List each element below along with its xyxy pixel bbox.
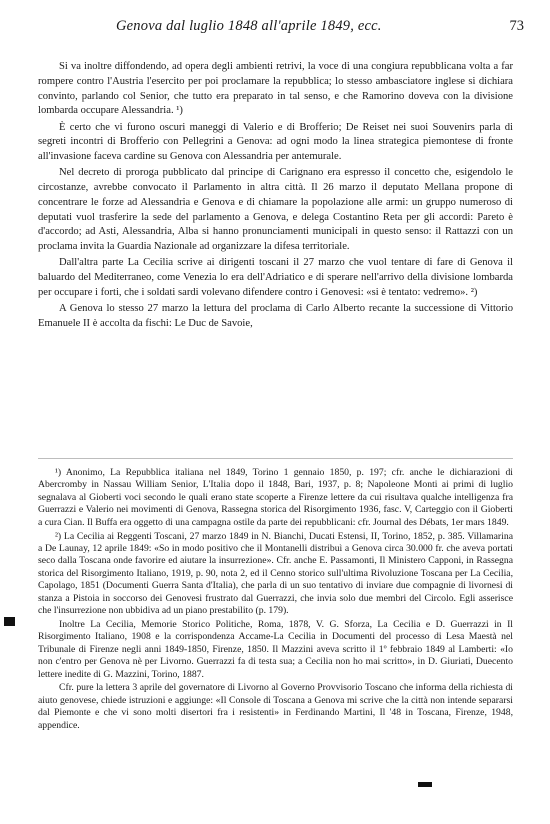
running-title: Genova dal luglio 1848 all'aprile 1849, ecc. — [116, 18, 382, 34]
scan-ink-blot — [418, 782, 432, 787]
body-paragraph: Dall'altra parte La Cecilia scrive ai dirigenti toscani il 27 marzo che vuol tentare di fare di Genova il baluardo del Mediterraneo, come Venezia lo era dell'Adriatico e di sperare nell'arrivo della divisione lombarda per occupare i forti, che i soldati sardi volevano difendere contro i Genovesi: «si è tentato: vedremo». ²) — [38, 257, 513, 298]
page-header — [52, 18, 530, 38]
page-number: 73 — [509, 18, 524, 34]
footnotes — [38, 467, 513, 734]
footnote-continuation: Inoltre La Cecilia, Memorie Storico Politiche, Roma, 1878, V. G. Sforza, La Cecilia e D. Guerrazzi in Il Risorgimento Italiano, 1908 e la corrispondenza Accame-La Cecilia in Documenti del processo di Lesa Maestà nel Tribunale di Firenze negli anni 1849-1850, Firenze, 1850. Il Mazzini aveva scritto il 1º febbraio 1849 al Lamberti: «Io non c'entro per Genova nè per Livorno. Guerrazzi fa di testa sua; a Cecilia non ho mai scritto», in D. Giuriati, Duecento lettere inedite di G. Mazzini, Torino, 1887. — [38, 618, 513, 680]
body-paragraph: È certo che vi furono oscuri maneggi di Valerio e di Brofferio; De Reiset nei suoi Souvenirs parla di segreti incontri di Brofferio con Pellegrini a Genova: ad ogni modo la linea strategica piemontese di fronte all'invasione faceva cardine su Genova con Alessandria per antemurale. — [38, 121, 513, 162]
scan-margin-mark — [4, 617, 15, 626]
body-paragraph: Nel decreto di proroga pubblicato dal principe di Carignano era espresso il concetto che, esigendolo le circostanze, avrebbe convocato il Parlamento in altra città. Il 26 marzo il deputato Mellana propone di concentrare le forze ad Alessandria e Genova e di chiamare la popolazione alle armi: un gruppo numeroso di deputati vuol trasferire la sede del parlamento a Genova, e delega Costantino Reta per gli accordi: Pareto è d'accordo; ad Asti, Alessandria, Alba si hanno pronunciamenti municipali in questo senso: il Rattazzi con un proclama invita la Guardia Nazionale ad organizzare la difesa territoriale. — [38, 167, 513, 252]
footnote-continuation: Cfr. pure la lettera 3 aprile del governatore di Livorno al Governo Provvisorio Toscano che informa della richiesta di aiuto genovese, chiede istruzioni e aggiunge: «Il Console di Toscana a Genova mi scrive che la città non intende separarsi dal Piemonte e che vi sono molti disertori fra i resistenti» in Ferdinando Martini, Il '48 in Toscana, Firenze, 1948, appendice. — [38, 682, 513, 731]
body-paragraph: Si va inoltre diffondendo, ad opera degli ambienti retrivi, la voce di una congiura repubblicana volta a far rompere contro l'Austria l'esercito per poi proclamare la repubblica; lo stesso ambasciatore inglese si dichiara convinto, parlando col Senior, che tutto era preparato in tal senso, e che Ramorino doveva con la divisione lombarda occupare Alessandria. ¹) — [38, 61, 513, 117]
footnote: ²) La Cecilia ai Reggenti Toscani, 27 marzo 1849 in N. Bianchi, Ducati Estensi, II, Torino, 1852, p. 385. Villamarina a De Launay, 12 aprile 1849: «So in modo positivo che il Montanelli distribuì a Genova circa 30.000 fr. che aveva portati seco dalla Toscana onde favorire ed aiutare la insurrezione». Cfr. anche E. Passamonti, Il Ministero Capponi, in Rassegna storica del Risorgimento Italiano, 1919, p. 90, nota 2, ed il Cenno storico sull'ultima Rivoluzione Toscana per La Cecilia, Capolago, 1851 (Documenti Guerra Santa d'Italia), che parla di un suo tentativo di inviare due compagnie di livornesi di stanza a Pistoia in soccorso dei Genovesi frustrato dal Guerrazzi, che invia solo due membri del Circolo. Egli asserisce che l'insurrezione non ubbidiva ad un piano prestabilito (p. 179). — [38, 530, 513, 616]
footnote-divider — [38, 458, 513, 459]
footnote: ¹) Anonimo, La Repubblica italiana nel 1849, Torino 1 gennaio 1850, p. 197; cfr. anche le dichiarazioni di Abercromby in Nassau William Senior, L'Italia dopo il 1848, Bari, 1937, p. 8; Napoleone Monti ai primi di luglio segnalava al Gioberti voci secondo le quali erano state scoperte a Firenze lettere da cui risultava qualche intelligenza fra Guerrazzi e Valerio nei movimenti di Genova, Rassegna storica del Risorgimento 1936, fasc. V, Carteggio con il Gioberti a cura Cian. Il Buffa era oggetto di una campagna ostile da parte dei repubblicani: cfr. Journal des Débats, 1er mars 1849. — [38, 467, 513, 528]
main-text — [38, 60, 513, 333]
body-paragraph: A Genova lo stesso 27 marzo la lettura del proclama di Carlo Alberto recante la successione di Vittorio Emanuele II è accolta da fischi: Le Duc de Savoie, — [38, 303, 513, 329]
